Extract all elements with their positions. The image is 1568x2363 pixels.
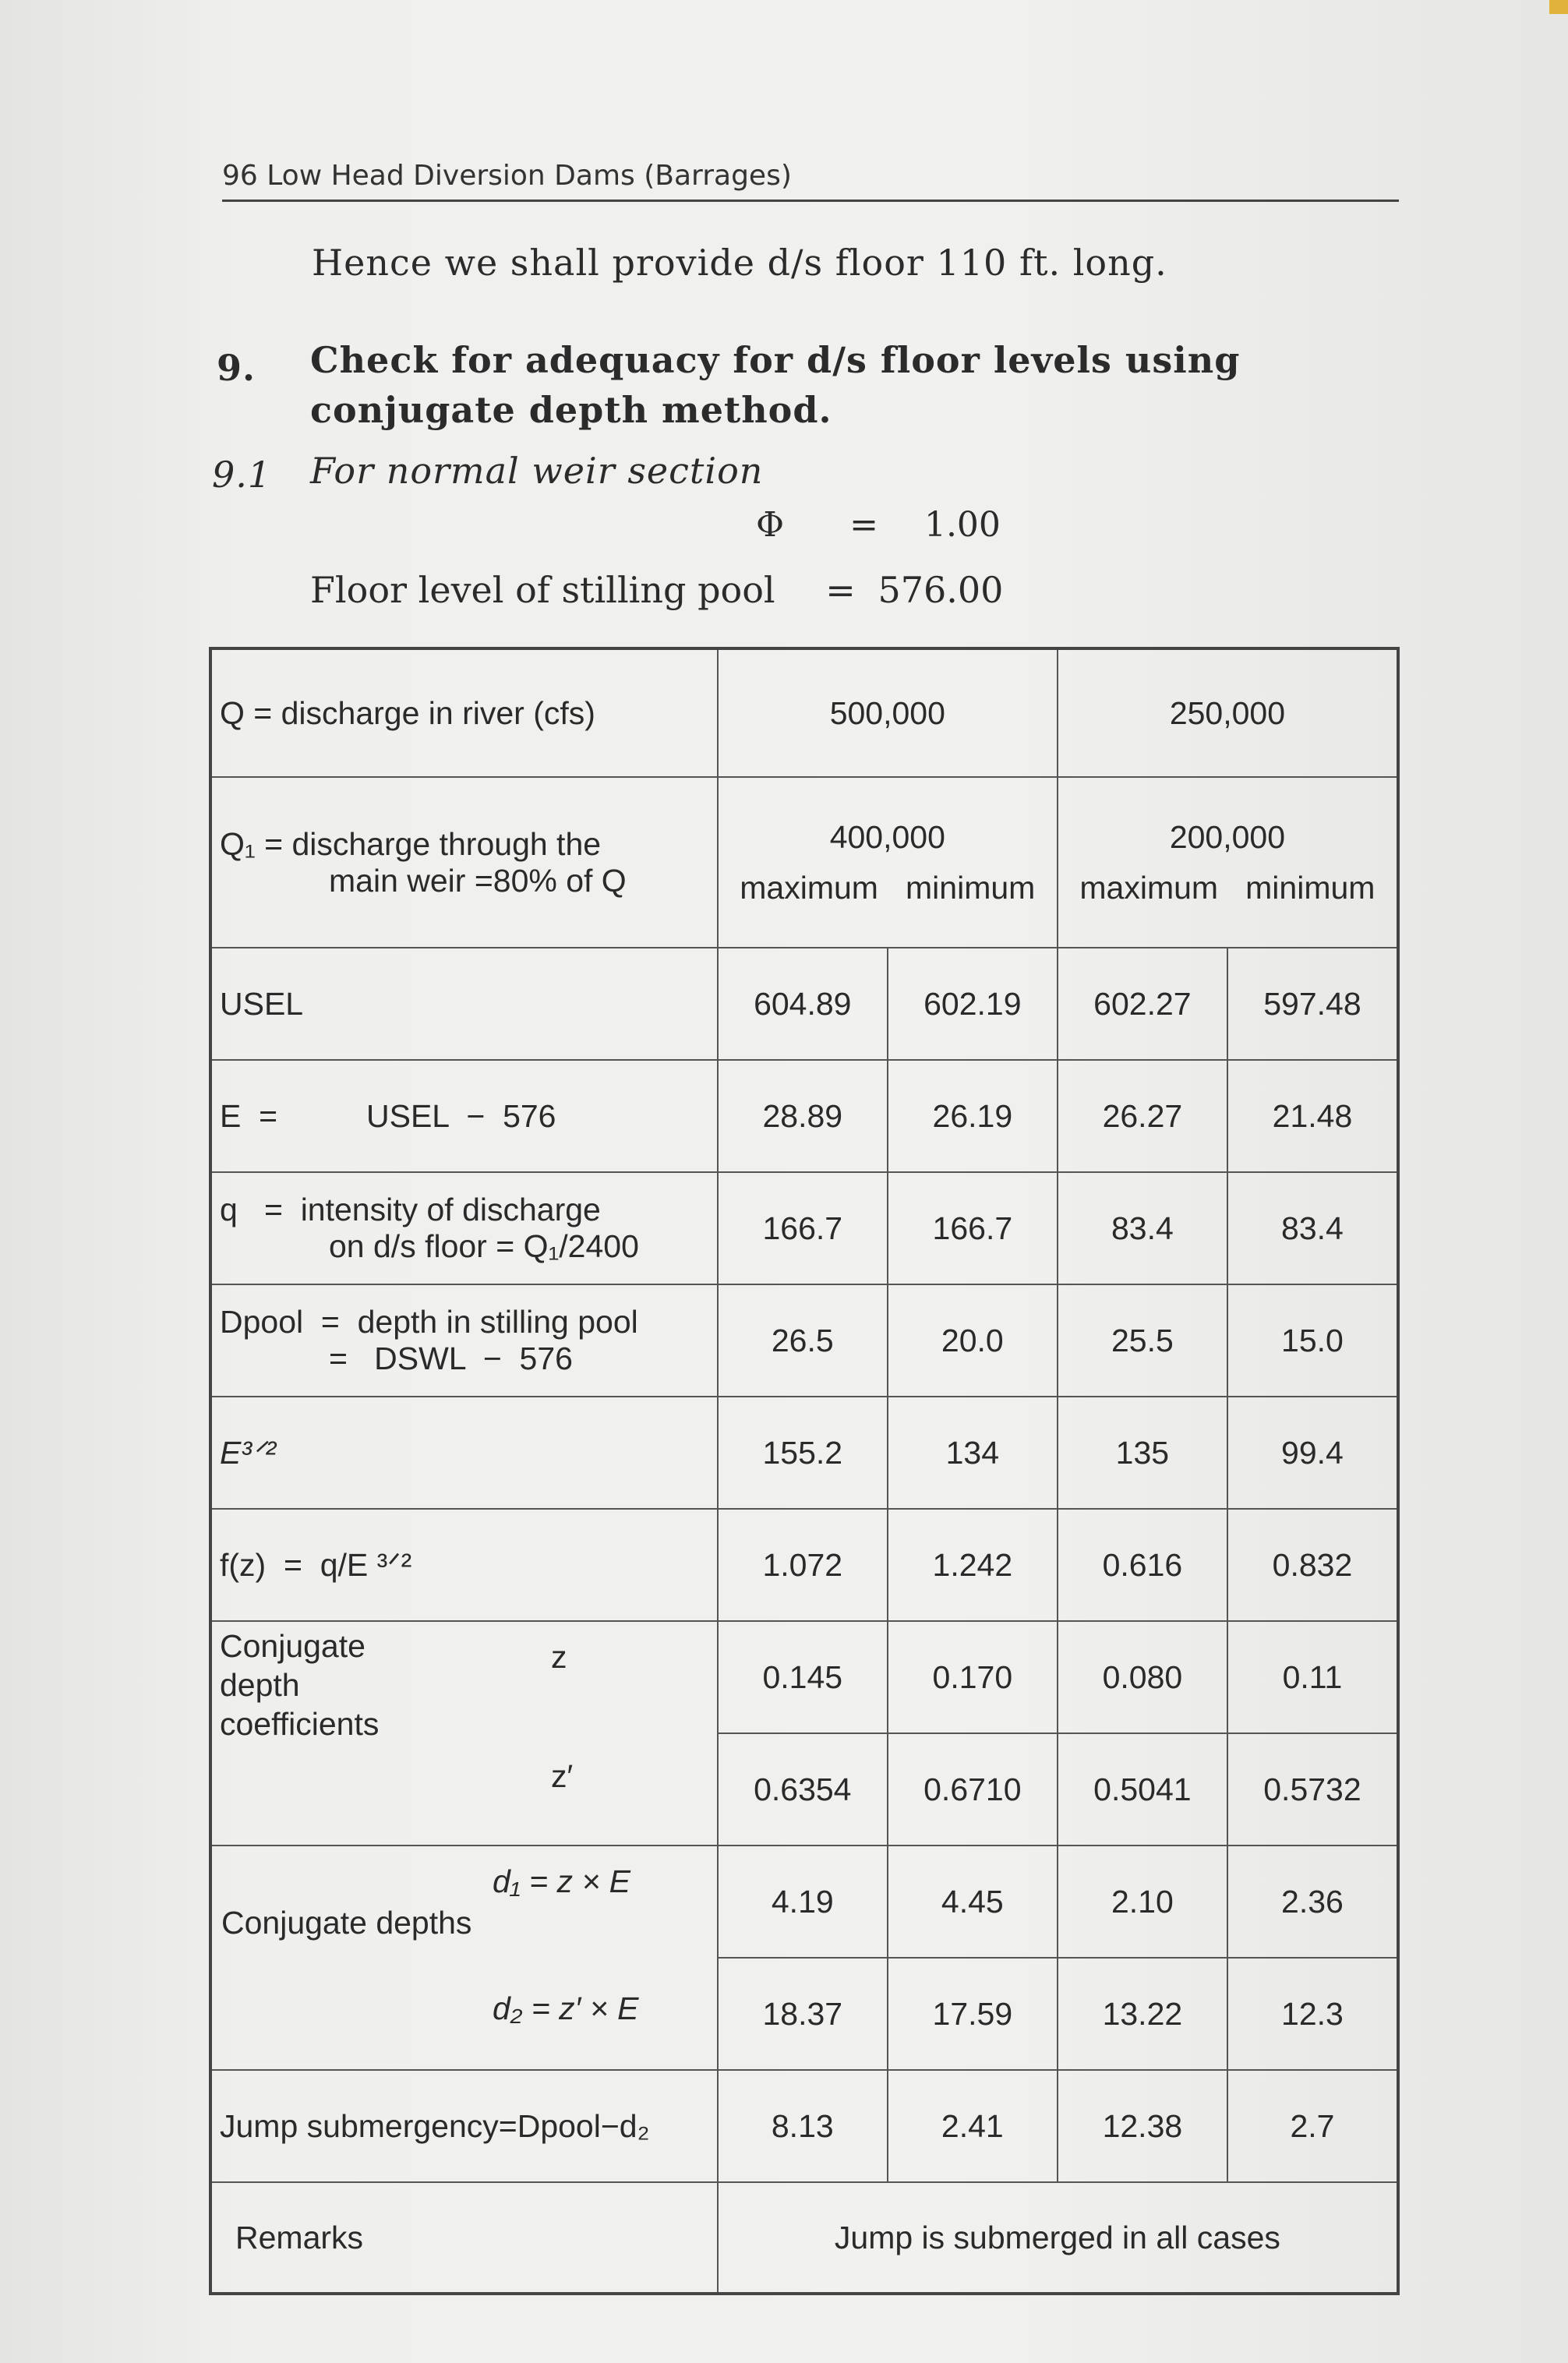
table-row-d1 (210, 1846, 1398, 1958)
table-row-q-intensity (210, 1172, 1398, 1284)
table-row-e (210, 1060, 1398, 1172)
table-cell: 26.19 (888, 1060, 1058, 1172)
table-cell: 1.072 (718, 1509, 888, 1621)
subhead-minimum-2: minimum (1245, 869, 1376, 906)
table-cell: 1.242 (888, 1509, 1058, 1621)
table-cell: 25.5 (1058, 1284, 1227, 1397)
value-q1-200k-cell (1058, 777, 1398, 948)
table-cell: 0.6354 (718, 1733, 888, 1846)
value-q1-400k: 400,000 (829, 818, 945, 855)
table-cell: 20.0 (888, 1284, 1058, 1397)
table-cell: 166.7 (718, 1172, 888, 1284)
label-z: z (551, 1639, 567, 1675)
table-cell: 2.41 (888, 2070, 1058, 2182)
table-cell: 2.7 (1227, 2070, 1398, 2182)
label-dpool-line1: Dpool = depth in stilling pool (220, 1304, 638, 1340)
label-q-intensity (210, 1172, 718, 1284)
table-cell: 0.5732 (1227, 1733, 1398, 1846)
phi-symbol: Φ (756, 505, 785, 545)
table-cell: 0.145 (718, 1621, 888, 1733)
table-cell: 0.170 (888, 1621, 1058, 1733)
phi-equation (756, 505, 1001, 545)
label-fz: f(z) = q/E ³ᐟ² (210, 1509, 718, 1621)
table-cell: 83.4 (1227, 1172, 1398, 1284)
table-cell: 602.19 (888, 948, 1058, 1060)
section-title-line1: Check for adequacy for d/s floor levels using (310, 339, 1241, 381)
value-q-250k: 250,000 (1058, 648, 1398, 777)
value-q1-200k: 200,000 (1169, 818, 1286, 855)
section-number: 9. (217, 347, 256, 389)
floor-level-label: Floor level of stilling pool (310, 569, 775, 611)
table-cell: 155.2 (718, 1397, 888, 1509)
table-row-remarks (210, 2182, 1398, 2294)
table-cell: 0.080 (1058, 1621, 1227, 1733)
running-header: 96 Low Head Diversion Dams (Barrages) (222, 160, 1399, 202)
subsection-title: For normal weir section (310, 450, 764, 492)
label-d1: d₁ = z × E (493, 1863, 631, 1899)
table-cell: 18.37 (718, 1958, 888, 2070)
subheads-group-1 (726, 870, 1049, 906)
table-cell: 2.36 (1227, 1846, 1398, 1958)
table-cell: 604.89 (718, 948, 888, 1060)
phi-value: 1.00 (923, 505, 1001, 545)
label-dpool (210, 1284, 718, 1397)
label-z-prime: z′ (551, 1758, 574, 1794)
floor-level-equals: = (825, 569, 856, 611)
table-cell: 12.38 (1058, 2070, 1227, 2182)
label-conjugate-coefficients-cell (210, 1621, 718, 1846)
table-cell: 0.616 (1058, 1509, 1227, 1621)
table-cell: 597.48 (1227, 948, 1398, 1060)
subsection-number: 9.1 (212, 454, 272, 496)
table-cell: 2.10 (1058, 1846, 1227, 1958)
label-discharge-river: Q = discharge in river (cfs) (210, 648, 718, 777)
table-cell: 4.19 (718, 1846, 888, 1958)
label-conjugate-depths-cell (210, 1846, 718, 2070)
page-tab-marker (1549, 0, 1568, 14)
table-cell: 0.11 (1227, 1621, 1398, 1733)
label-q-line2: on d/s floor = Q₁/2400 (329, 1228, 639, 1264)
conjugate-depth-table (209, 647, 1400, 2295)
table-cell: 0.6710 (888, 1733, 1058, 1846)
label-usel: USEL (210, 948, 718, 1060)
table-cell: 13.22 (1058, 1958, 1227, 2070)
label-q1-line2: main weir =80% of Q (329, 862, 627, 899)
label-conjugate-coefficients: Conjugate depth coefficients (220, 1628, 380, 1742)
label-q1-line1: Q₁ = discharge through the (220, 825, 602, 862)
table-row-dpool (210, 1284, 1398, 1397)
table-cell: 17.59 (888, 1958, 1058, 2070)
table-cell: 134 (888, 1397, 1058, 1509)
label-main-weir-discharge (210, 777, 718, 948)
value-q-500k: 500,000 (718, 648, 1058, 777)
table-cell: 8.13 (718, 2070, 888, 2182)
section-title-line2: conjugate depth method. (310, 389, 832, 431)
paragraph-floor-length: Hence we shall provide d/s floor 110 ft. long. (312, 242, 1167, 284)
table-row-main-weir-discharge (210, 777, 1398, 948)
subhead-maximum-1: maximum (740, 869, 878, 906)
table-row-fz (210, 1509, 1398, 1621)
floor-level-value: 576.00 (878, 569, 1004, 611)
label-d2: d₂ = z′ × E (493, 1990, 639, 2026)
table-row-discharge (210, 648, 1398, 777)
table-cell: 15.0 (1227, 1284, 1398, 1397)
label-q-line1: q = intensity of discharge (220, 1192, 601, 1227)
table-cell: 21.48 (1227, 1060, 1398, 1172)
table-cell: 0.832 (1227, 1509, 1398, 1621)
label-conjugate-depths: Conjugate depths (221, 1905, 472, 1941)
table-cell: 0.5041 (1058, 1733, 1227, 1846)
table-cell: 166.7 (888, 1172, 1058, 1284)
table-cell: 99.4 (1227, 1397, 1398, 1509)
table-cell: 135 (1058, 1397, 1227, 1509)
subheads-group-2 (1066, 870, 1389, 906)
table-cell: 26.27 (1058, 1060, 1227, 1172)
table-row-e32 (210, 1397, 1398, 1509)
table-cell: 4.45 (888, 1846, 1058, 1958)
label-remarks: Remarks (210, 2182, 718, 2294)
subhead-minimum-1: minimum (906, 869, 1036, 906)
label-e32: E³ᐟ² (210, 1397, 718, 1509)
table-cell: 26.5 (718, 1284, 888, 1397)
section-title (310, 335, 1323, 435)
table-cell: 602.27 (1058, 948, 1227, 1060)
table-cell: 83.4 (1058, 1172, 1227, 1284)
table-cell: 12.3 (1227, 1958, 1398, 2070)
value-q1-400k-cell (718, 777, 1058, 948)
floor-level-equation (310, 569, 1003, 611)
subhead-maximum-2: maximum (1079, 869, 1219, 906)
phi-equals: = (849, 505, 878, 545)
table-row-usel (210, 948, 1398, 1060)
value-remarks: Jump is submerged in all cases (718, 2182, 1398, 2294)
label-dpool-line2: = DSWL − 576 (329, 1340, 573, 1376)
table-row-jump-submergency (210, 2070, 1398, 2182)
table-cell: 28.89 (718, 1060, 888, 1172)
label-e: E = USEL − 576 (210, 1060, 718, 1172)
label-jump-submergency: Jump submergency=Dpool−d₂ (210, 2070, 718, 2182)
table-row-z (210, 1621, 1398, 1733)
